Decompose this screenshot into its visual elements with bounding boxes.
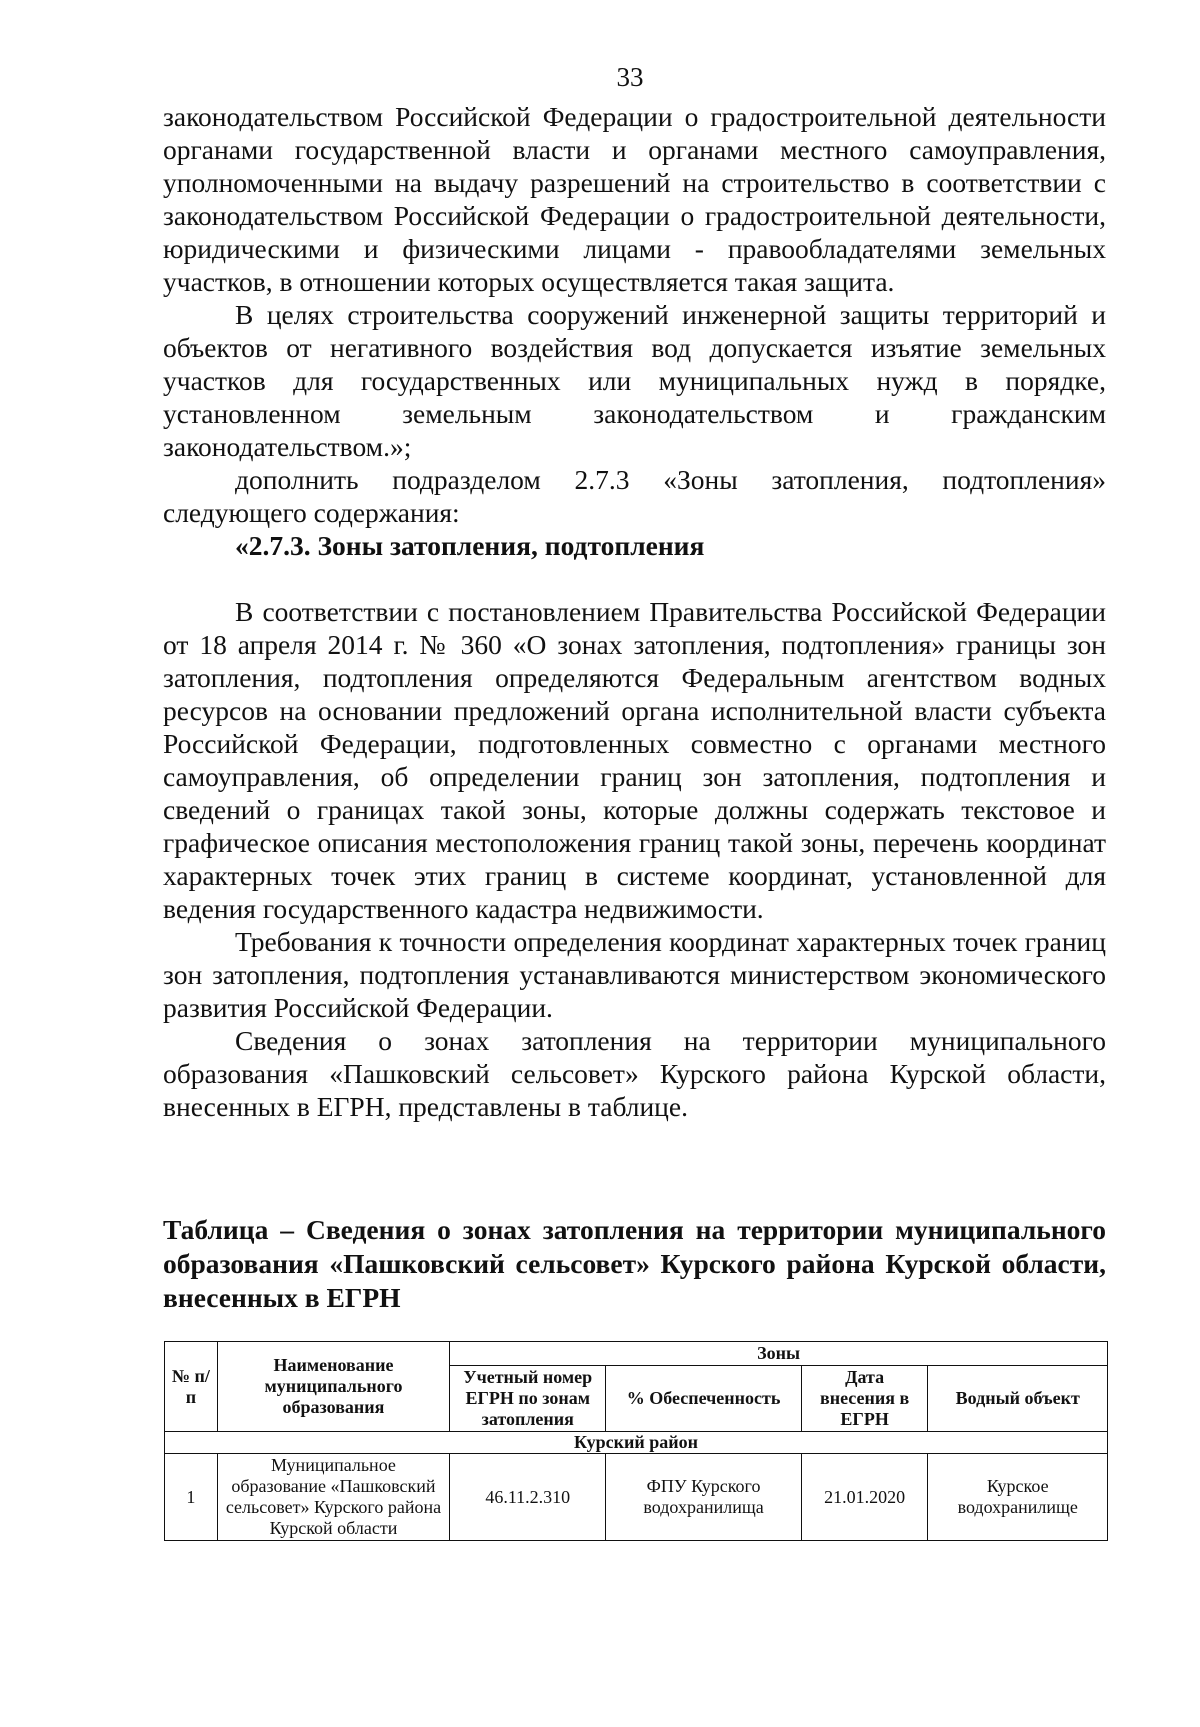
cell-date: 21.01.2020 [801,1454,928,1541]
paragraph-continuation: законодательством Российской Федерации о градостроительной деятельности органами государственной власти и органами местного самоуправления, уполномоченными на выдачу разрешений на строительство в соответствии с законодательством Российской Федерации о градостроительной деятельности, юридическими и физическими лицами - правообладателями земельных участков, в отношении которых осуществляется такая защита. [163,101,1106,297]
paragraph-government-decree: В соответствии с постановлением Правительства Российской Федерации от 18 апреля 2014 г. № 360 «О зонах затопления, подтопления» границы зон затопления, подтопления определяются Федеральным агентством водных ресурсов на основании предложений органа исполнительной власти субъекта Российской Федерации, подготовленных совместно с органами местного самоуправления, об определении границ зон затопления, подтопления и сведений о границах такой зоны, которые должны содержать текстовое и графическое описания местоположения границ такой зоны, перечень координат характерных точек этих границ в системе координат, установленной для ведения государственного кадастра недвижимости. [163,596,1106,924]
table-caption: Таблица – Сведения о зонах затопления на территории муниципального образования «Пашковский сельсовет» Курского района Курской области, внесенных в ЕГРН [163,1214,1106,1313]
paragraph-add-subsection: дополнить подразделом 2.7.3 «Зоны затопления, подтопления» следующего содержания: [163,464,1106,528]
body-text [163,100,1106,1123]
table-region-row [165,1432,1108,1454]
header-name: Наименование муниципального образования [217,1342,449,1432]
cell-percent: ФПУ Курского водохранилища [606,1454,801,1541]
cell-num: 1 [165,1454,218,1541]
header-date: Дата внесения в ЕГРН [801,1366,928,1432]
header-zones: Зоны [450,1342,1108,1366]
paragraph-land-seizure: В целях строительства сооружений инженерной защиты территорий и объектов от негативного воздействия вод допускается изъятие земельных участков для государственных или муниципальных нужд в порядке, установленном земельным законодательством и гражданским законодательством.»; [163,299,1106,462]
table-row [165,1454,1108,1541]
cell-water: Курское водохранилище [928,1454,1108,1541]
header-reg-number: Учетный номер ЕГРН по зонам затопления [450,1366,606,1432]
paragraph-flood-zone-info: Сведения о зонах затопления на территории муниципального образования «Пашковский сельсовет» Курского района Курской области, внесенных в ЕГРН, представлены в таблице. [163,1025,1106,1122]
header-water: Водный объект [928,1366,1108,1432]
flood-zones-table [164,1341,1108,1541]
header-num: № п/п [165,1342,218,1432]
header-percent: % Обеспеченность [606,1366,801,1432]
cell-reg-number: 46.11.2.310 [450,1454,606,1541]
section-heading: «2.7.3. Зоны затопления, подтопления [235,530,705,561]
region-name: Курский район [165,1432,1108,1454]
page-number: 33 [616,62,644,92]
cell-name: Муниципальное образование «Пашковский сельсовет» Курского района Курской области [217,1454,449,1541]
paragraph-accuracy-requirements: Требования к точности определения координат характерных точек границ зон затопления, подтопления устанавливаются министерством экономического развития Российской Федерации. [163,926,1106,1023]
table-header-row-1 [165,1342,1108,1366]
